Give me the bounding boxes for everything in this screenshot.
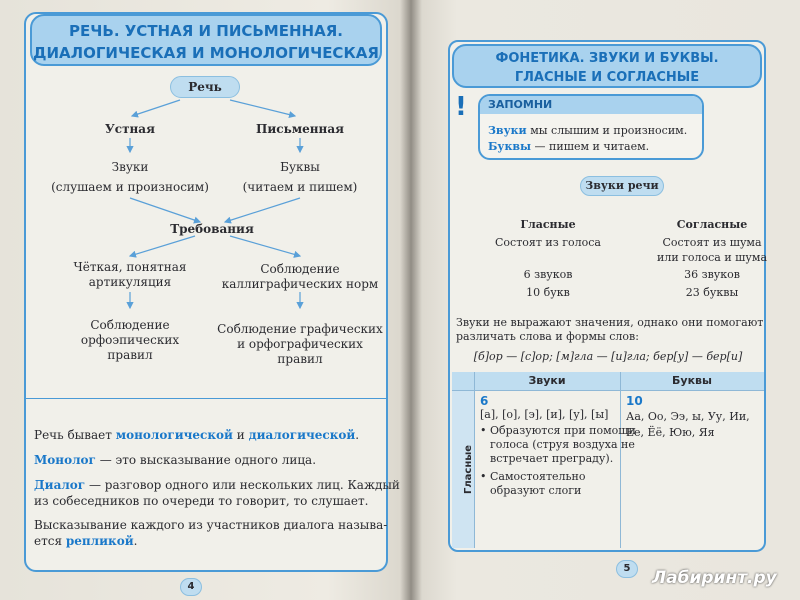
vowel-property-2-line1: Самостоятельно <box>490 470 586 483</box>
diagram-sounds: Звуки <box>111 160 149 174</box>
diagram-root-speech: Речь <box>170 76 240 98</box>
dialogue-definition-1: Диалог — разговор одного или нескольких лиц. Каждый <box>34 478 400 492</box>
table-divider-header <box>452 390 764 391</box>
right-page-number: 5 <box>616 560 638 578</box>
table-divider-middle <box>620 372 621 548</box>
diagram-oral: Устная <box>105 122 155 136</box>
diagram-letters-note: (читаем и пишем) <box>242 180 358 194</box>
consonants-description-1: Состоят из шума <box>662 236 762 249</box>
bullet-point: • <box>480 470 487 483</box>
left-page-title: РЕЧЬ. УСТНАЯ И ПИСЬМЕННАЯ. ДИАЛОГИЧЕСКАЯ И МОНОЛОГИЧЕСКАЯ <box>30 14 382 66</box>
table-col-sounds: Звуки <box>528 374 566 387</box>
diagram-req-articulation-2: артикуляция <box>88 275 172 289</box>
speech-types-line: Речь бывает монологической и диалогической. <box>34 428 360 442</box>
vowel-property-1-line3: встречает преграду). <box>490 452 614 465</box>
diagram-req-orthoepy-2: орфоэпических <box>80 333 180 347</box>
vowels-description: Состоят из голоса <box>495 236 601 249</box>
table-divider-left <box>474 372 475 548</box>
sounds-meaning-text-1: Звуки не выражают значения, однако они помогают <box>456 316 764 329</box>
vowel-property-1-line2: голоса (струя воздуха не <box>490 438 635 451</box>
vowel-property-1-line1: Образуются при помощи <box>490 424 636 437</box>
diagram-consonants: Согласные <box>676 218 748 231</box>
remember-line-letters: Буквы — пишем и читаем. <box>488 140 650 153</box>
remember-heading: ЗАПОМНИ <box>488 98 553 111</box>
diagram-letters: Буквы <box>280 160 320 174</box>
diagram-req-spelling-1: Соблюдение графических <box>217 322 383 336</box>
diagram-req-spelling-2: и орфографических <box>237 337 363 351</box>
diagram-req-calligraphy-2: каллиграфических норм <box>221 277 379 291</box>
vowels-sound-count: 6 звуков <box>523 268 573 281</box>
diagram-req-orthoepy-1: Соблюдение <box>90 318 170 332</box>
vowel-letters-line1: Аа, Оо, Ээ, ы, Уу, Ии, <box>626 410 750 423</box>
vowel-letters-count: 10 <box>626 394 643 408</box>
diagram-vowels: Гласные <box>520 218 576 231</box>
sound-examples: [б]ор — [с]ор; [м]гла — [и]гла; бер[у] — бер[и] <box>473 350 743 363</box>
diagram-written: Письменная <box>256 122 344 136</box>
replica-definition-1: Высказывание каждого из участников диалога называ- <box>34 518 388 532</box>
consonants-sound-count: 36 звуков <box>684 268 740 281</box>
table-header-row <box>452 372 764 390</box>
diagram-root-speech-sounds: Звуки речи <box>580 176 664 196</box>
diagram-req-articulation-1: Чёткая, понятная <box>73 260 187 274</box>
diagram-req-calligraphy-1: Соблюдение <box>260 262 340 276</box>
sounds-meaning-text-2: различать слова и формы слов: <box>456 330 639 343</box>
vowel-sounds-list: [а], [о], [э], [и], [у], [ы] <box>480 408 609 421</box>
left-divider <box>26 398 386 399</box>
table-row-vowels: Гласные <box>463 444 475 495</box>
replica-definition-2: ется репликой. <box>34 534 138 548</box>
remember-line-sounds: Звуки мы слышим и произносим. <box>488 124 688 137</box>
bullet-point: • <box>480 424 487 437</box>
diagram-req-orthoepy-3: правил <box>107 348 153 362</box>
monologue-definition: Монолог — это высказывание одного лица. <box>34 453 317 467</box>
vowels-letter-count: 10 букв <box>526 286 570 299</box>
consonants-letter-count: 23 буквы <box>685 286 739 299</box>
left-page-number: 4 <box>180 578 202 596</box>
vowel-property-2-line2: образуют слоги <box>490 484 582 497</box>
consonants-description-2: или голоса и шума <box>657 251 767 264</box>
vowel-sounds-count: 6 <box>480 394 489 408</box>
diagram-requirements: Требования <box>170 222 254 236</box>
exclamation-icon: ! <box>455 92 467 122</box>
vowel-letters-line2: Ее, Ёё, Юю, Яя <box>626 426 715 439</box>
diagram-sounds-note: (слушаем и произносим) <box>51 180 209 194</box>
table-col-letters: Буквы <box>672 374 712 387</box>
dialogue-definition-2: из собеседников по очереди то говорит, то слушает. <box>34 494 369 508</box>
watermark-logo: Лабиринт.ру <box>652 568 777 588</box>
diagram-req-spelling-3: правил <box>277 352 323 366</box>
right-page-title: ФОНЕТИКА. ЗВУКИ И БУКВЫ. ГЛАСНЫЕ И СОГЛАСНЫЕ <box>452 44 762 88</box>
